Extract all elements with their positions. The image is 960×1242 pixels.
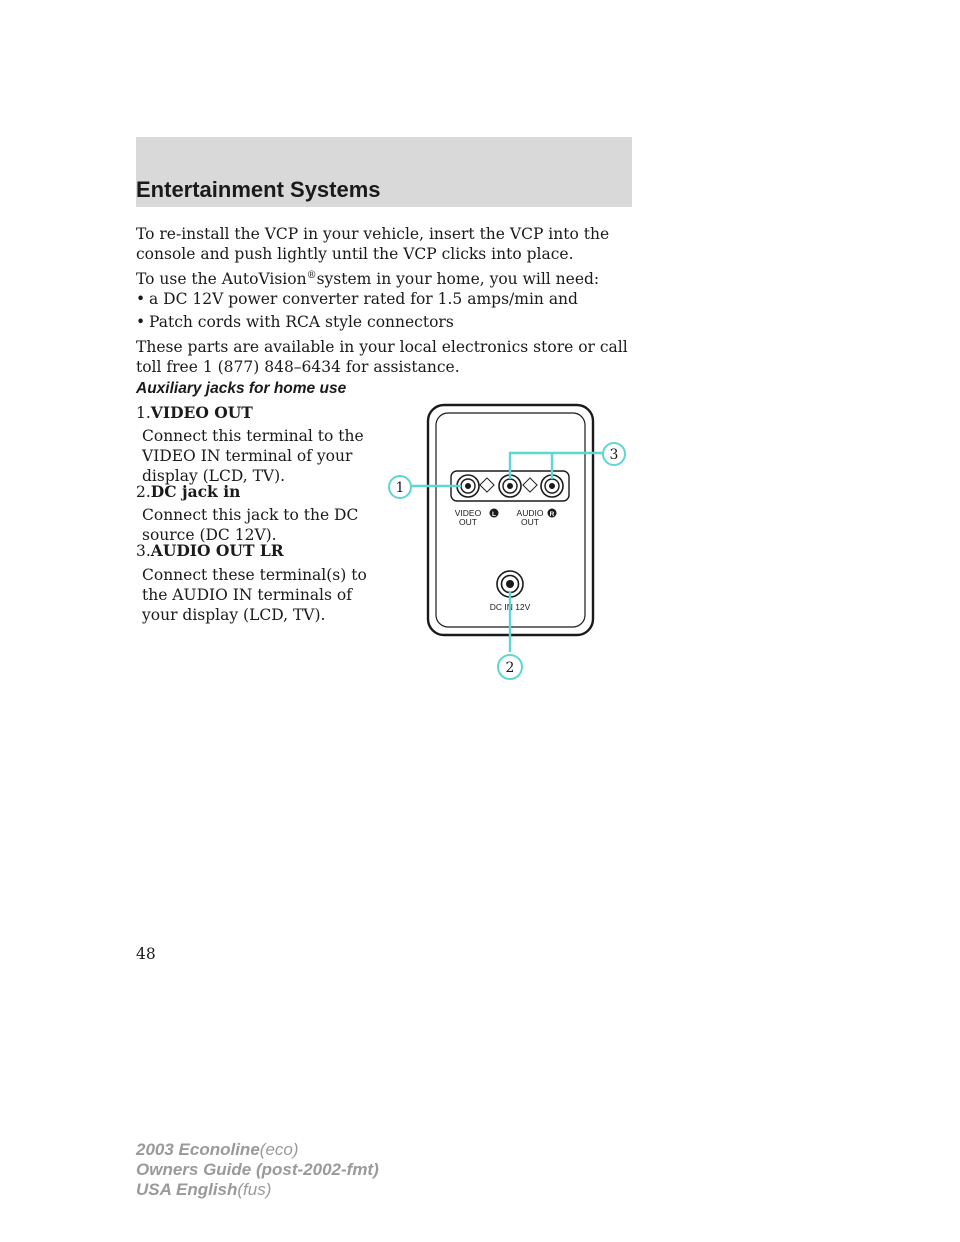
paragraph-parts-availability: These parts are available in your local electronics store or call toll free 1 (877) 848–6434 for assistance.: [136, 338, 628, 376]
section-header-title: Entertainment Systems: [136, 177, 381, 202]
footer-line-2: Owners Guide (post-2002-fmt): [136, 1160, 379, 1179]
paragraph-home-use-end: system in your home, you will need:: [316, 270, 600, 289]
audio-label-line1: AUDIO: [516, 508, 544, 518]
footer-line-3: [136, 1180, 379, 1200]
paragraph-home-use: [136, 266, 599, 289]
bullet-text: Patch cords with RCA style connectors: [149, 313, 454, 331]
item-number: 3.: [136, 542, 151, 560]
item-description: Connect this jack to the DC source (DC 12V).: [142, 506, 359, 544]
callout-2: [498, 655, 522, 679]
footer-language: USA English: [136, 1180, 238, 1199]
list-item-heading: [136, 482, 240, 501]
left-badge-letter: L: [492, 511, 496, 518]
subsection-title: Auxiliary jacks for home use: [136, 380, 347, 397]
footer-model: 2003 Econoline: [136, 1140, 260, 1159]
jack-panel-diagram: [378, 395, 638, 695]
video-label-line1: VIDEO: [454, 508, 482, 518]
list-item-heading: [136, 541, 284, 560]
list-item-heading: [136, 403, 253, 422]
callout-1-number: 1: [395, 480, 405, 496]
item-number: 2.: [136, 483, 151, 501]
dc-in-label: DC IN 12V: [489, 602, 531, 612]
item-number: 1.: [136, 404, 151, 422]
registered-mark: ®: [306, 270, 317, 281]
audio-label-line2: OUT: [521, 517, 539, 527]
bullet-dot-icon: •: [136, 290, 146, 308]
item-title: AUDIO OUT LR: [150, 541, 284, 560]
footer-line-1: [136, 1140, 379, 1160]
item-description: Connect this terminal to the VIDEO IN terminal of your display (LCD, TV).: [142, 427, 364, 485]
video-label-line2: OUT: [459, 517, 477, 527]
callout-3: [603, 443, 625, 465]
callout-1: [389, 476, 411, 498]
item-description: Connect these terminal(s) to the AUDIO IN terminals of your display (LCD, TV).: [142, 566, 367, 624]
bullet-text: a DC 12V power converter rated for 1.5 amps/min and: [149, 290, 578, 308]
footer-model-code: (eco): [259, 1140, 299, 1159]
page-number: 48: [136, 945, 156, 963]
paragraph-reinstall: To re-install the VCP in your vehicle, insert the VCP into the console and push lightly until the VCP clicks into place.: [136, 225, 610, 263]
footer-language-code: (fus): [237, 1180, 272, 1199]
paragraph-home-use-start: To use the AutoVision: [136, 270, 307, 289]
item-title: VIDEO OUT: [150, 403, 253, 422]
right-badge-letter: R: [549, 511, 555, 518]
document-footer: [136, 1140, 379, 1200]
callout-2-number: 2: [505, 660, 515, 676]
bullet-dot-icon: •: [136, 313, 146, 331]
callout-3-number: 3: [609, 447, 619, 463]
item-title: DC jack in: [150, 482, 241, 501]
